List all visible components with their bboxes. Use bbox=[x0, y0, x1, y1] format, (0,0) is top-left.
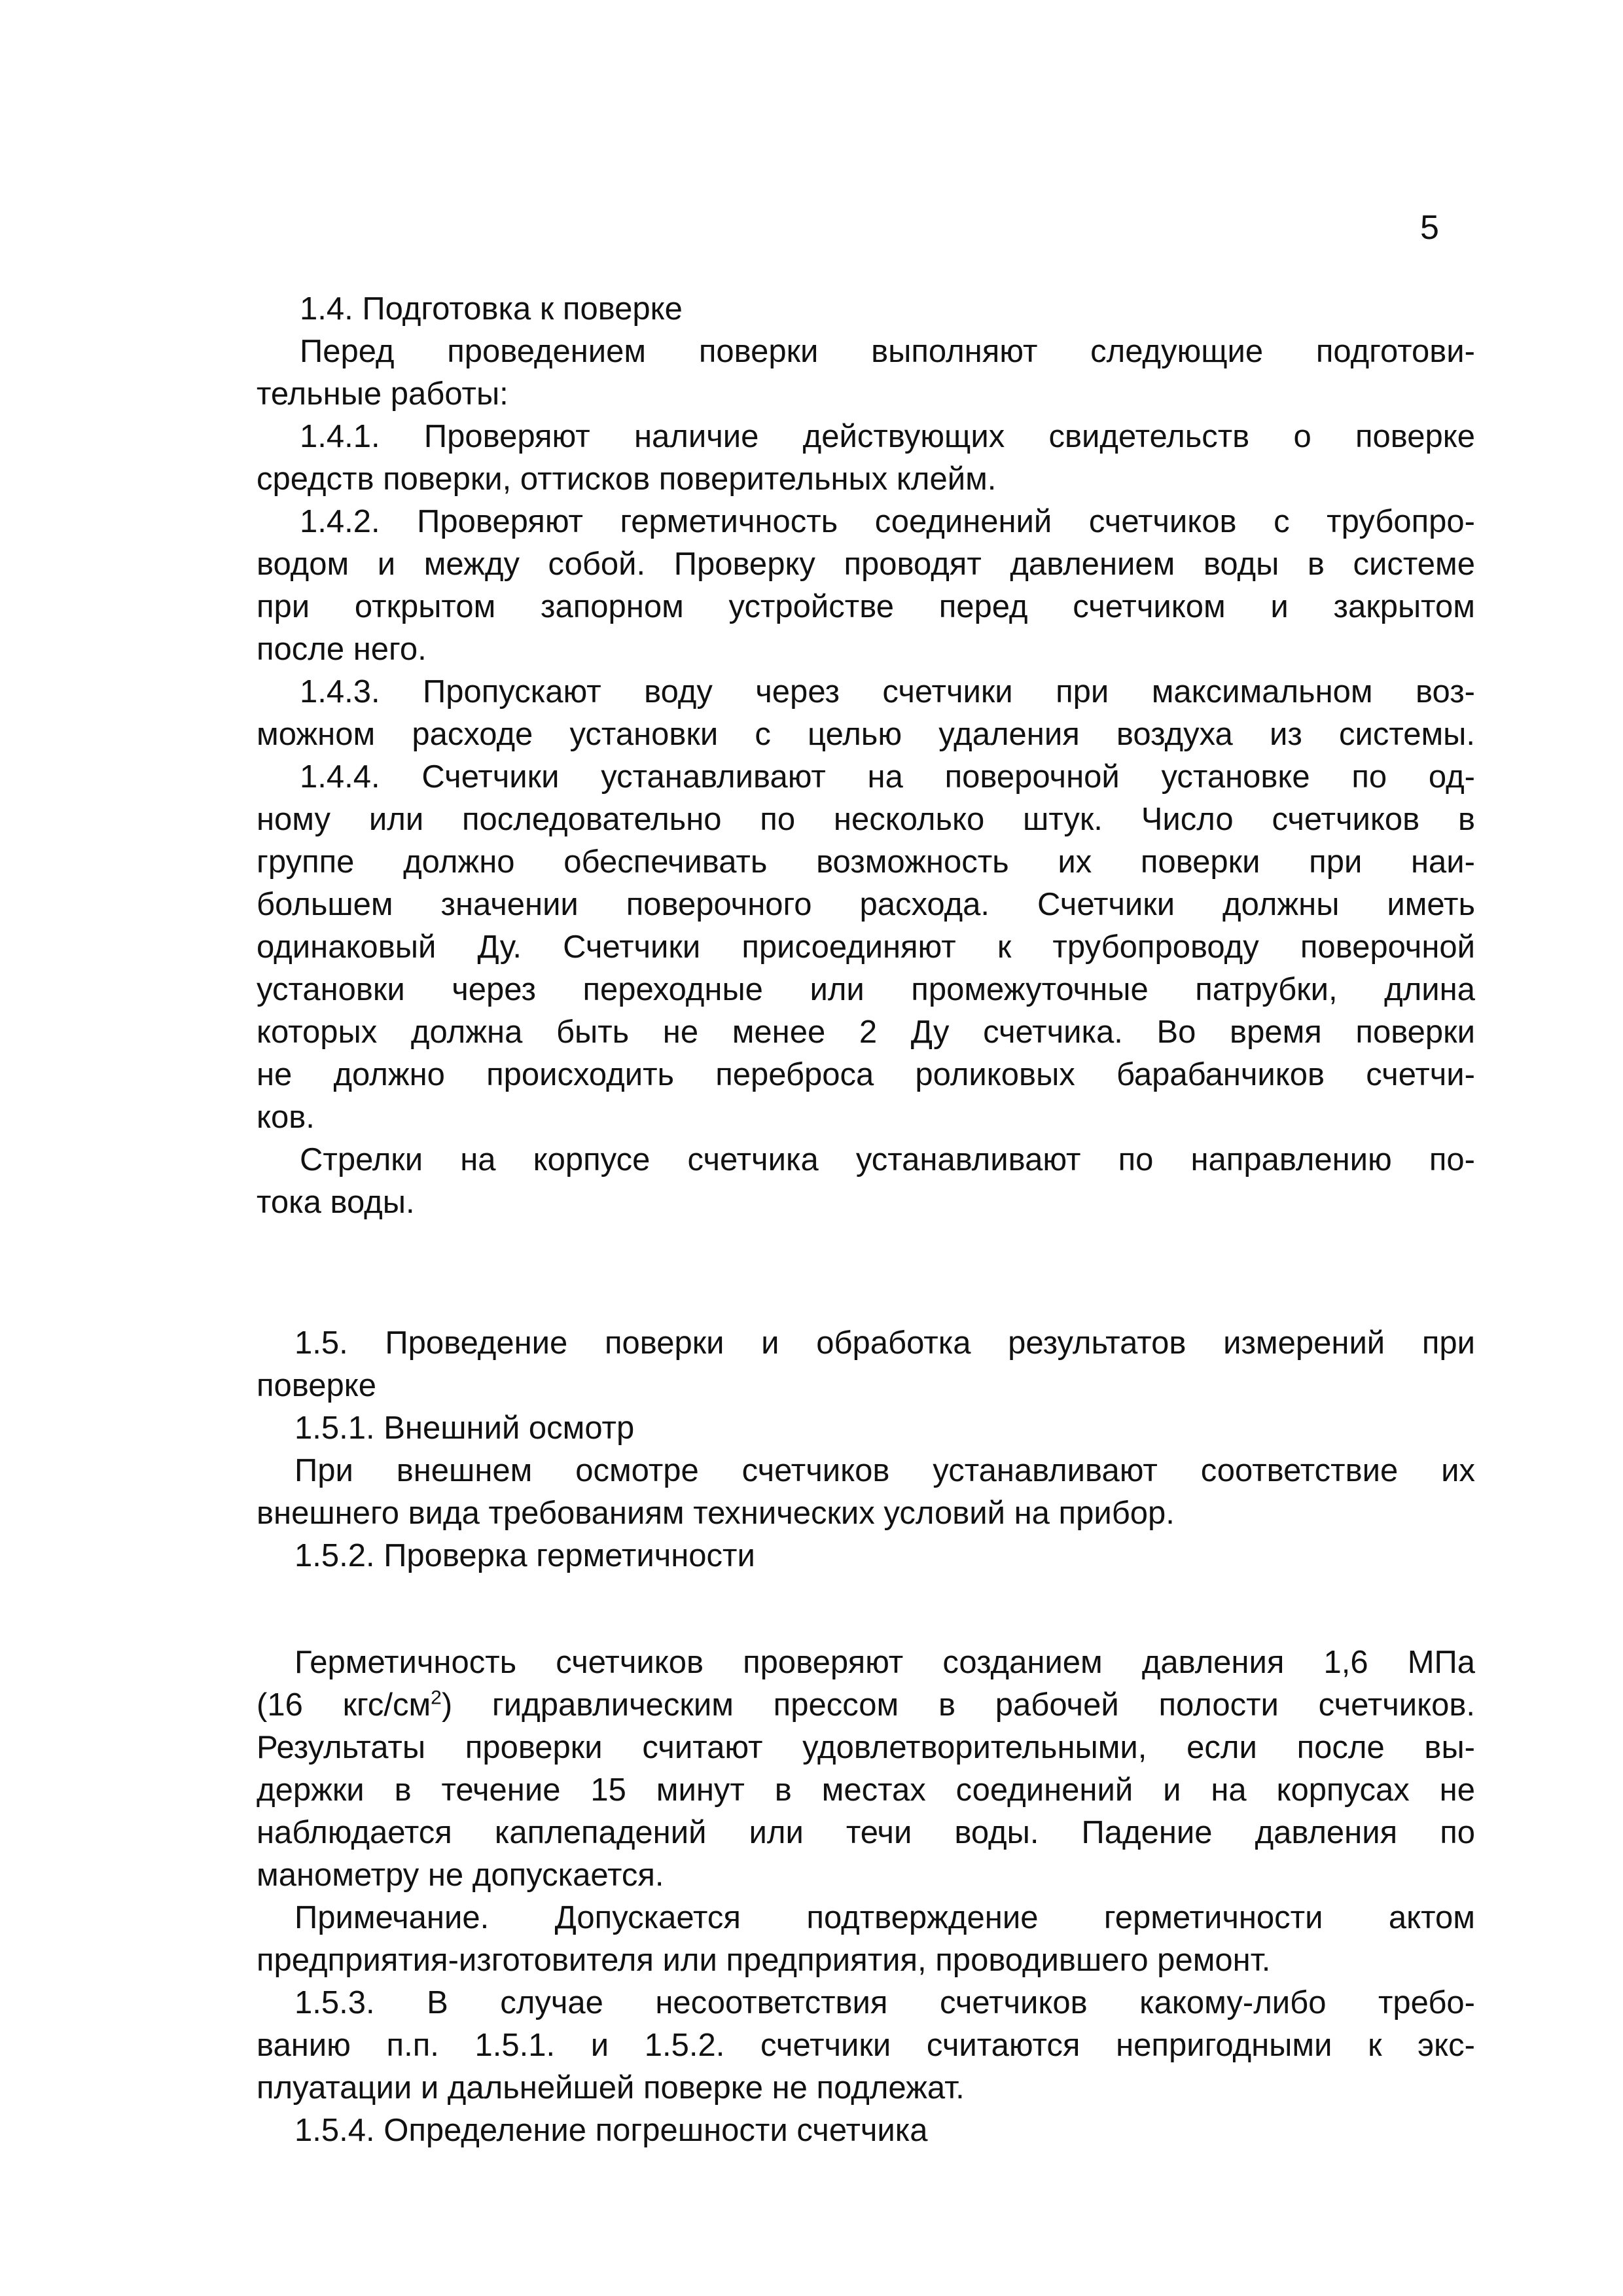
paragraph-line: манометру не допускается. bbox=[257, 1857, 664, 1893]
paragraph-line: одинаковый Ду. Счетчики присоединяют к трубопроводу поверочной bbox=[257, 929, 1475, 965]
paragraph-line: Стрелки на корпусе счетчика устанавливают по направлению по- bbox=[300, 1142, 1475, 1177]
paragraph-line: ков. bbox=[257, 1100, 315, 1135]
section-heading-1-5: 1.5. Проведение поверки и обработка результатов измерений при bbox=[294, 1325, 1475, 1361]
page-number: 5 bbox=[1420, 209, 1439, 247]
paragraph-line: Результаты проверки считают удовлетворительными, если после вы- bbox=[257, 1730, 1475, 1765]
paragraph-line: при открытом запорном устройстве перед счетчиком и закрытом bbox=[257, 589, 1475, 624]
paragraph-line: тока воды. bbox=[257, 1185, 415, 1220]
paragraph-line: 1.4.2. Проверяют герметичность соединений счетчиков с трубопро- bbox=[300, 504, 1475, 539]
paragraph-line: 1.4.4. Счетчики устанавливают на поверочной установке по од- bbox=[300, 759, 1475, 795]
subsection-heading-1-5-1: 1.5.1. Внешний осмотр bbox=[294, 1410, 635, 1446]
paragraph-line: которых должна быть не менее 2 Ду счетчика. Во время поверки bbox=[257, 1014, 1475, 1050]
paragraph-line: можном расходе установки с целью удаления воздуха из системы. bbox=[257, 717, 1475, 752]
note-line: предприятия-изготовителя или предприятия, проводившего ремонт. bbox=[257, 1943, 1271, 1978]
paragraph-line: плуатации и дальнейшей поверке не подлежат. bbox=[257, 2070, 965, 2106]
paragraph-line: Герметичность счетчиков проверяют созданием давления 1,6 МПа bbox=[294, 1645, 1475, 1680]
paragraph-line: Перед проведением поверки выполняют следующие подготови- bbox=[300, 334, 1475, 369]
paragraph-line: 1.4.1. Проверяют наличие действующих свидетельств о поверке bbox=[300, 419, 1475, 454]
paragraph-line: после него. bbox=[257, 632, 427, 667]
paragraph-line: При внешнем осмотре счетчиков устанавливают соответствие их bbox=[294, 1453, 1475, 1488]
paragraph-line: не должно происходить переброса роликовых барабанчиков счетчи- bbox=[257, 1057, 1475, 1092]
document-body bbox=[257, 288, 1475, 2152]
paragraph-line: ному или последовательно по несколько штук. Число счетчиков в bbox=[257, 802, 1475, 837]
paragraph-line: установки через переходные или промежуточные патрубки, длина bbox=[257, 972, 1475, 1007]
paragraph-line: группе должно обеспечивать возможность их поверки при наи- bbox=[257, 844, 1475, 880]
note-line: Примечание. Допускается подтверждение герметичности актом bbox=[294, 1900, 1475, 1935]
paragraph-line: 1.5.3. В случае несоответствия счетчиков какому-либо требо- bbox=[294, 1985, 1475, 2020]
paragraph-line: наблюдается каплепадений или течи воды. Падение давления по bbox=[257, 1815, 1475, 1850]
paragraph-line: тельные работы: bbox=[257, 376, 508, 412]
section-heading-1-4: 1.4. Подготовка к поверке bbox=[300, 291, 683, 327]
paragraph-line: большем значении поверочного расхода. Счетчики должны иметь bbox=[257, 887, 1475, 922]
paragraph-line: средств поверки, оттисков поверительных клейм. bbox=[257, 461, 997, 497]
paragraph-line: ванию п.п. 1.5.1. и 1.5.2. счетчики считаются непригодными к экс- bbox=[257, 2028, 1475, 2063]
subsection-heading-1-5-2: 1.5.2. Проверка герметичности bbox=[294, 1538, 755, 1573]
paragraph-line: водом и между собой. Проверку проводят давлением воды в системе bbox=[257, 547, 1475, 582]
paragraph-line: держки в течение 15 минут в местах соединений и на корпусах не bbox=[257, 1772, 1475, 1808]
subsection-heading-1-5-4: 1.5.4. Определение погрешности счетчика bbox=[294, 2113, 928, 2148]
paragraph-line: 1.4.3. Пропускают воду через счетчики при максимальном воз- bbox=[300, 674, 1475, 709]
paragraph-line: внешнего вида требованиям технических условий на прибор. bbox=[257, 1496, 1175, 1531]
paragraph-line-formula: (16 кгс/$см^2$) гидравлическим прессом в рабочей полости счетчиков. bbox=[257, 1687, 1475, 1723]
section-heading-1-5-cont: поверке bbox=[257, 1368, 377, 1403]
